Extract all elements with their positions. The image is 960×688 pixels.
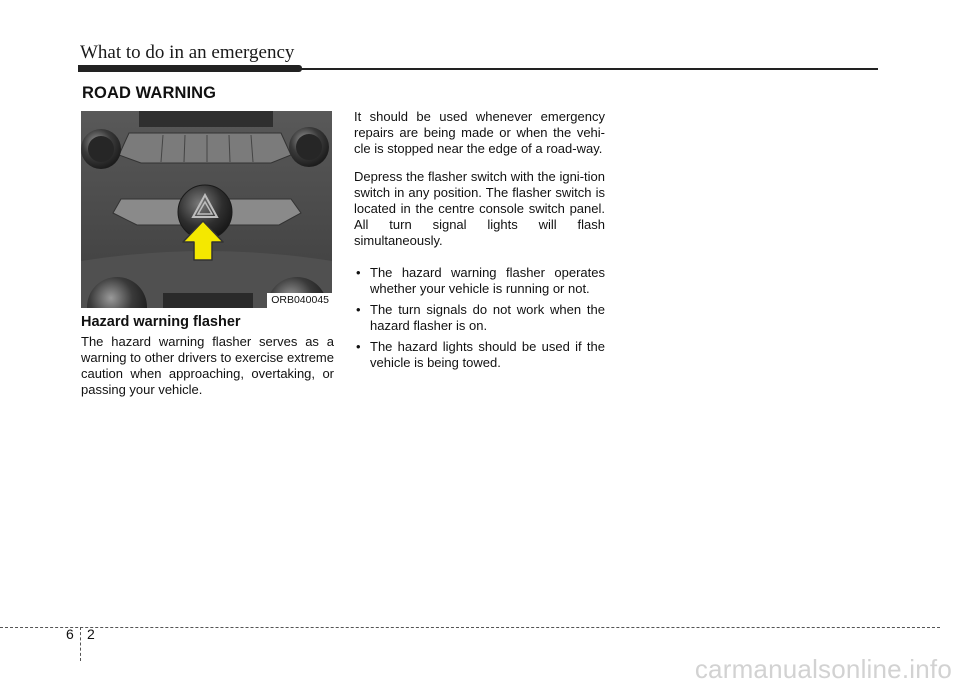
bullet-text: The turn signals do not work when the hazard flasher is on. xyxy=(370,302,605,333)
list-item xyxy=(354,302,605,334)
bullet-dot: • xyxy=(356,339,361,354)
footer-divider xyxy=(80,627,81,661)
list-item xyxy=(354,339,605,371)
left-paragraph: The hazard warning flasher serves as a warning to other drivers to exercise extreme caution when approaching, overtaking, or passing your vehicle. xyxy=(81,334,334,397)
right-paragraph-1: It should be used whenever emergency repairs are being made or when the vehi-cle is stopped near the edge of a road-way. xyxy=(354,109,605,156)
top-button-bank xyxy=(119,133,291,163)
figure-code: ORB040045 xyxy=(267,293,332,308)
header-title: What to do in an emergency xyxy=(80,42,295,63)
console-illustration xyxy=(81,111,332,308)
right-paragraph-2: Depress the flasher switch with the igni-tion switch in any position. The flasher switch is located in the centre console switch panel. All turn signal lights will flash simultaneously. xyxy=(354,169,605,248)
page-number: 2 xyxy=(87,626,95,642)
subheading-hazard-flasher: Hazard warning flasher xyxy=(81,314,241,330)
chapter-number: 6 xyxy=(66,626,74,642)
section-title: ROAD WARNING xyxy=(82,84,217,102)
bullet-text: The hazard lights should be used if the vehicle is being towed. xyxy=(370,339,605,370)
header-rule-thick xyxy=(78,65,302,72)
bullet-text: The hazard warning flasher operates whether your vehicle is running or not. xyxy=(370,265,605,296)
watermark: carmanualsonline.info xyxy=(694,654,952,684)
note-bullet-list xyxy=(354,265,605,376)
bullet-dot: • xyxy=(356,302,361,317)
list-item xyxy=(354,265,605,297)
hazard-switch-figure xyxy=(81,111,332,308)
lower-display xyxy=(163,293,253,308)
footer-rule xyxy=(0,627,940,628)
header-rule xyxy=(78,65,878,72)
bullet-dot: • xyxy=(356,265,361,280)
display-slot xyxy=(139,111,273,127)
